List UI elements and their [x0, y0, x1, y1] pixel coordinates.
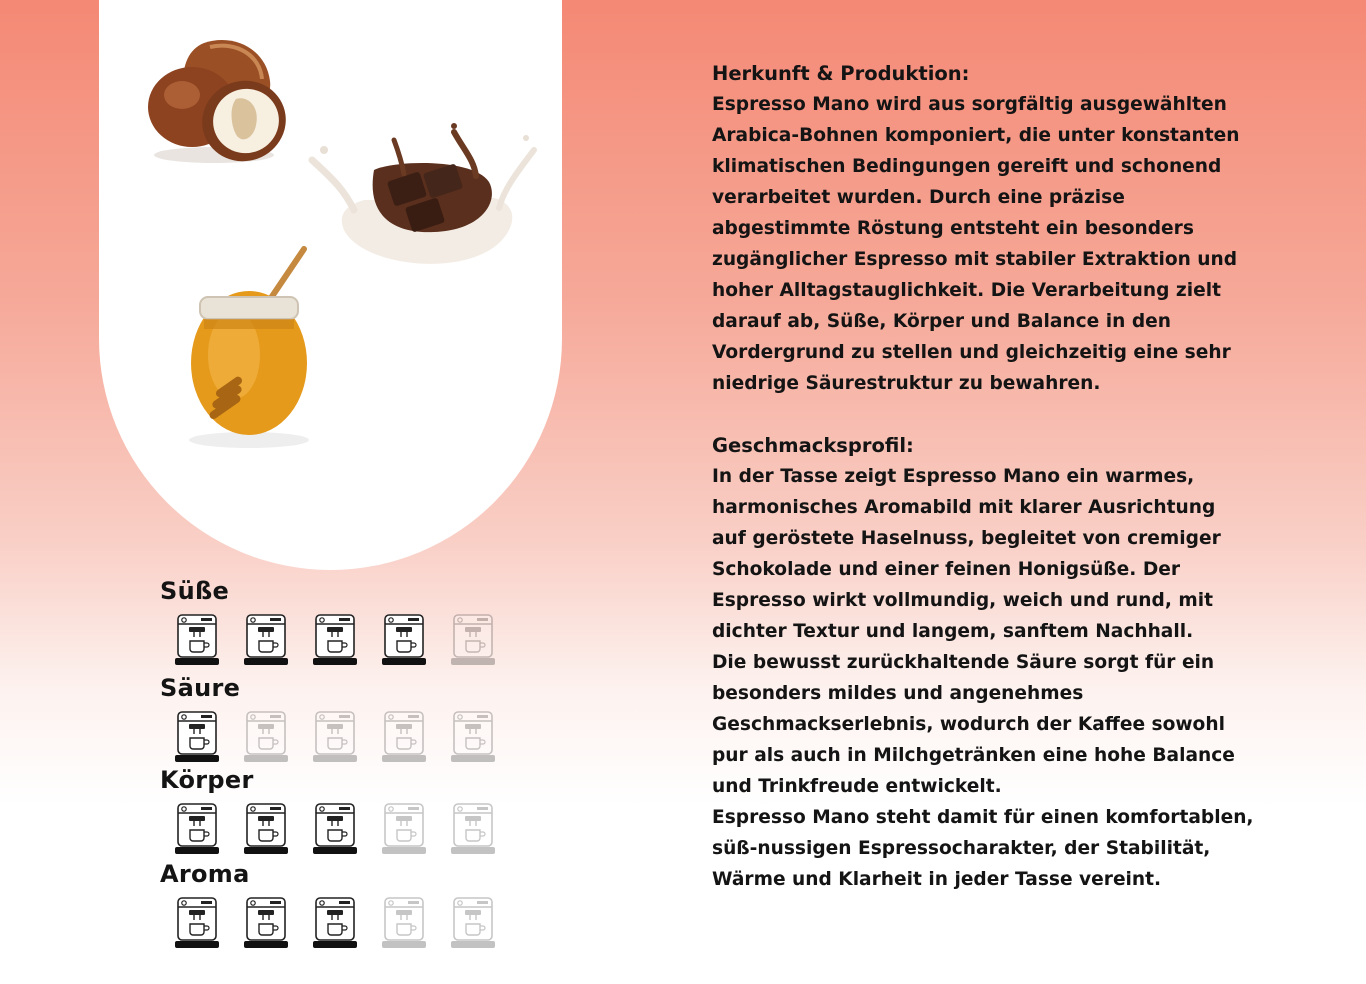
chocolate-milk-splash-icon [304, 120, 549, 290]
rating-cups [175, 710, 505, 764]
rating-koerper [160, 766, 254, 794]
description-column [712, 58, 1312, 895]
origin-heading: Herkunft & Produktion: [712, 62, 970, 85]
espresso-machine-icon [313, 710, 357, 764]
hazelnut-icon [144, 35, 294, 170]
espresso-machine-icon [451, 710, 495, 764]
espresso-machine-icon [244, 896, 288, 950]
rating-label: Aroma [160, 860, 250, 888]
rating-cups [175, 896, 505, 950]
rating-saeure [160, 674, 240, 702]
espresso-machine-icon [451, 613, 495, 667]
espresso-machine-icon [382, 802, 426, 856]
espresso-machine-icon [451, 802, 495, 856]
rating-suesse [160, 577, 229, 605]
espresso-machine-icon [175, 896, 219, 950]
rating-label: Körper [160, 766, 254, 794]
flavor-image-panel [99, 0, 562, 570]
profile-heading: Geschmacksprofil: [712, 434, 914, 457]
espresso-machine-icon [244, 710, 288, 764]
espresso-machine-icon [451, 896, 495, 950]
rating-aroma [160, 860, 250, 888]
rating-cups [175, 802, 505, 856]
espresso-machine-icon [313, 802, 357, 856]
espresso-machine-icon [382, 613, 426, 667]
origin-text: Espresso Mano wird aus sorgfältig ausgewählten Arabica-Bohnen komponiert, die unter konstanten klimatischen Bedingungen gereift und schonend verarbeitet wurden. Durch eine präzise abgestimmte Röstung entsteht ein besonders zugänglicher Espresso mit stabiler Extraktion und hoher Alltagstauglichkeit. Die Verarbeitung zielt darauf ab, Süße, Körper und Balance in den Vordergrund zu stellen und gleichzeitig eine sehr niedrige Säurestruktur zu bewahren. [712, 94, 1240, 394]
rating-label: Süße [160, 577, 230, 605]
espresso-machine-icon [382, 710, 426, 764]
espresso-machine-icon [382, 896, 426, 950]
espresso-machine-icon [175, 802, 219, 856]
espresso-machine-icon [244, 613, 288, 667]
espresso-machine-icon [175, 710, 219, 764]
rating-label: Säure [160, 674, 241, 702]
rating-cups [175, 613, 505, 667]
profile-text: In der Tasse zeigt Espresso Mano ein warmes, harmonisches Aromabild mit klarer Ausrichtung auf geröstete Haselnuss, begleitet von cremiger Schokolade und einer feinen Honigsüße. Der Espresso wirkt vollmundig, weich und rund, mit dichter Textur und langem, sanftem Nachhall. Die bewusst zurückhaltende Säure sorgt für ein besonders mildes und angenehmes Geschmackserlebnis, wodurch der Kaffee sowohl pur als auch in Milchgetränken eine hohe Balance und Trinkfreude entwickelt. Espresso Mano steht damit für einen komfortablen, süß-nussigen Espressocharakter, der Stabilität, Wärme und Klarheit in jeder Tasse vereint. [712, 466, 1254, 890]
espresso-machine-icon [175, 613, 219, 667]
espresso-machine-icon [244, 802, 288, 856]
espresso-machine-icon [313, 896, 357, 950]
espresso-machine-icon [313, 613, 357, 667]
honey-jar-icon [174, 245, 324, 455]
